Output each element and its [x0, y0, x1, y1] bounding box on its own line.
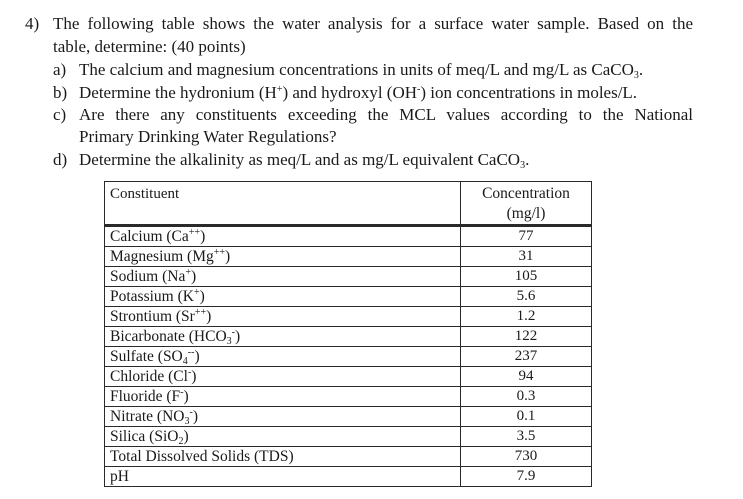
concentration-cell: 3.5 — [461, 427, 592, 447]
part-c-label: c) — [53, 105, 67, 124]
constituent-cell — [105, 247, 461, 267]
constituent-name: Chloride (Cl — [110, 368, 188, 385]
constituent-cell — [105, 287, 461, 307]
table-row — [105, 347, 592, 367]
constituent-cell — [105, 267, 461, 287]
header-units: (mg/l) — [506, 205, 546, 222]
constituent-name: Bicarbonate (HCO — [110, 328, 227, 345]
constituent-close: ) — [192, 408, 198, 425]
part-b-main: Determine the hydronium (H — [79, 83, 277, 102]
concentration-cell: 730 — [461, 447, 592, 467]
constituent-close: ) — [200, 228, 206, 245]
constituent-subscript: 2 — [178, 436, 184, 447]
constituent-name: Magnesium (Mg — [110, 248, 214, 265]
part-c-line1: Are there any constituents exceeding the MCL values according to the National — [79, 105, 693, 124]
table-row — [105, 287, 592, 307]
constituent-close: ) — [235, 328, 241, 345]
part-d-label: d) — [53, 150, 68, 169]
problem-number: 4) — [25, 14, 40, 33]
table-row — [105, 447, 592, 467]
header-constituent: Constituent — [105, 182, 461, 226]
concentration-cell: 105 — [461, 267, 592, 287]
constituent-close: ) — [194, 348, 200, 365]
header-concentration — [461, 182, 592, 226]
constituent-name: Silica (SiO — [110, 428, 179, 445]
part-d-subscript: 3 — [520, 160, 526, 171]
constituent-cell — [105, 307, 461, 327]
table-row — [105, 467, 592, 487]
constituent-name: Strontium (Sr — [110, 308, 195, 325]
constituent-subscript: 4 — [182, 356, 188, 367]
constituent-subscript: 3 — [184, 416, 190, 427]
table-body — [105, 226, 592, 487]
table-row — [105, 307, 592, 327]
problem-intro-line2: table, determine: (40 points) — [53, 37, 246, 56]
concentration-cell: 1.2 — [461, 307, 592, 327]
concentration-cell: 77 — [461, 226, 592, 247]
water-analysis-table — [104, 181, 592, 487]
constituent-charge: -- — [187, 347, 195, 358]
constituent-cell — [105, 387, 461, 407]
table-row — [105, 387, 592, 407]
constituent-cell — [105, 427, 461, 447]
constituent-charge: - — [231, 327, 235, 338]
constituent-name: Sulfate (SO — [110, 348, 183, 365]
part-a-end: . — [638, 60, 644, 79]
problem-intro-line1: The following table shows the water analysis for a surface water sample. Based on the — [53, 14, 693, 33]
table-row — [105, 267, 592, 287]
constituent-close: ) — [183, 388, 189, 405]
constituent-close: ) — [225, 248, 231, 265]
constituent-cell — [105, 447, 461, 467]
constituent-name: Calcium (Ca — [110, 228, 189, 245]
part-d-main: Determine the alkalinity as meq/L and as mg/L equivalent CaCO — [79, 150, 521, 169]
part-a-main: The calcium and magnesium concentrations in units of meq/L and mg/L as CaCO — [79, 60, 634, 79]
constituent-name: Sodium (Na — [110, 268, 186, 285]
concentration-cell: 237 — [461, 347, 592, 367]
constituent-name: Fluoride (F — [110, 388, 181, 405]
constituent-charge: - — [180, 387, 184, 398]
concentration-cell: 94 — [461, 367, 592, 387]
constituent-name: Total Dissolved Solids (TDS) — [110, 448, 294, 465]
constituent-name: Nitrate (NO — [110, 408, 185, 425]
constituent-charge: - — [189, 407, 193, 418]
constituent-close: ) — [199, 288, 205, 305]
header-concentration-label: Concentration — [482, 185, 570, 202]
table-row — [105, 327, 592, 347]
constituent-charge: ++ — [194, 307, 207, 318]
table-row — [105, 427, 592, 447]
part-b-label: b) — [53, 83, 68, 102]
part-b-mid: ) and hydroxyl (OH — [282, 83, 418, 102]
constituent-charge: ++ — [188, 227, 201, 238]
constituent-close: ) — [206, 308, 212, 325]
part-b-text — [79, 82, 637, 104]
part-a-subscript: 3 — [633, 70, 639, 81]
concentration-cell: 0.1 — [461, 407, 592, 427]
part-d-end: . — [525, 150, 530, 169]
constituent-charge: + — [185, 267, 191, 278]
table-row — [105, 407, 592, 427]
constituent-close: ) — [191, 368, 197, 385]
concentration-cell: 7.9 — [461, 467, 592, 487]
constituent-cell — [105, 467, 461, 487]
constituent-charge: + — [193, 287, 200, 298]
constituent-charge: ++ — [213, 247, 226, 258]
part-b-sup-hydronium: + — [276, 84, 283, 95]
constituent-cell — [105, 327, 461, 347]
constituent-subscript: 3 — [226, 336, 232, 347]
constituent-cell — [105, 226, 461, 247]
part-b-end: ) ion concentrations in moles/L. — [420, 83, 638, 102]
constituent-name: Potassium (K — [110, 288, 194, 305]
part-a-label: a) — [53, 60, 67, 79]
constituent-charge: - — [187, 367, 192, 378]
constituent-cell — [105, 367, 461, 387]
table-row — [105, 367, 592, 387]
part-b-sup-hydroxyl: - — [417, 84, 421, 95]
constituent-cell — [105, 407, 461, 427]
table-row — [105, 247, 592, 267]
concentration-cell: 31 — [461, 247, 592, 267]
constituent-cell — [105, 347, 461, 367]
concentration-cell: 5.6 — [461, 287, 592, 307]
constituent-name: pH — [110, 468, 129, 485]
part-c-line2: Primary Drinking Water Regulations? — [79, 127, 337, 146]
part-a-text — [79, 59, 643, 81]
table-header-row — [105, 182, 592, 226]
concentration-cell: 0.3 — [461, 387, 592, 407]
constituent-close: ) — [183, 428, 189, 445]
constituent-close: ) — [190, 268, 197, 285]
part-d-text — [79, 149, 529, 171]
table-row — [105, 226, 592, 247]
concentration-cell: 122 — [461, 327, 592, 347]
